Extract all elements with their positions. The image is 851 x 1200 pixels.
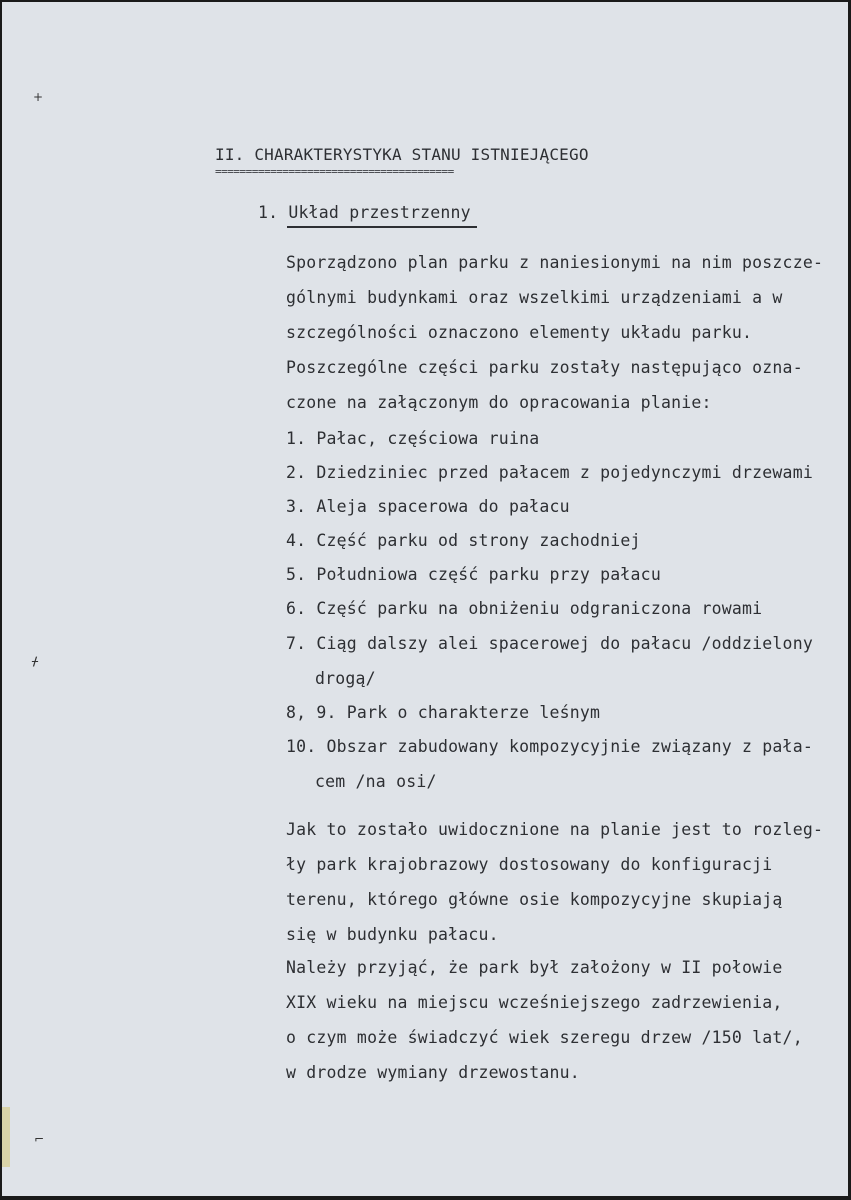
list-item: 3. Aleja spacerowa do pałacu (286, 497, 570, 516)
body-line: się w budynku pałacu. (286, 925, 499, 944)
body-line: Należy przyjąć, że park był założony w II połowie (286, 958, 783, 977)
list-item: 2. Dziedziniec przed pałacem z pojedynczymi drzewami (286, 463, 813, 482)
hole-punch-mark: ⌐ (34, 1132, 45, 1146)
body-line: Jak to zostało uwidocznione na planie jest to rozleg- (286, 820, 824, 839)
list-item: 5. Południowa część parku przy pałacu (286, 565, 661, 584)
list-item: 8, 9. Park o charakterze leśnym (286, 703, 601, 722)
document-page (2, 2, 848, 1196)
body-line: gólnymi budynkami oraz wszelkimi urządzeniami a w (286, 288, 783, 307)
body-line: czone na załączonym do opracowania planie: (286, 393, 712, 412)
body-line: ły park krajobrazowy dostosowany do konfiguracji (286, 855, 773, 874)
list-item-continuation: drogą/ (315, 669, 376, 688)
subsection-underline (287, 226, 477, 228)
paper-edge-strip (2, 1107, 10, 1167)
list-item: 10. Obszar zabudowany kompozycyjnie związany z pała- (286, 737, 813, 756)
list-item-continuation: cem /na osi/ (315, 772, 437, 791)
hole-punch-mark: + (33, 90, 44, 104)
body-line: Sporządzono plan parku z naniesionymi na nim poszcze- (286, 253, 824, 272)
heading-double-rule: ======================================= (215, 165, 454, 178)
list-item: 7. Ciąg dalszy alei spacerowej do pałacu /oddzielony (286, 634, 813, 653)
subsection-heading: 1. Układ przestrzenny (258, 203, 471, 222)
list-item: 4. Część parku od strony zachodniej (286, 531, 641, 550)
list-item: 1. Pałac, częściowa ruina (286, 429, 540, 448)
body-line: w drodze wymiany drzewostanu. (286, 1063, 580, 1082)
body-line: Poszczególne części parku zostały następująco ozna- (286, 358, 803, 377)
section-heading: II. CHARAKTERYSTYKA STANU ISTNIEJĄCEGO (215, 145, 589, 164)
list-item: 6. Część parku na obniżeniu odgraniczona rowami (286, 599, 763, 618)
hole-punch-mark: ᚋ (32, 654, 38, 668)
body-line: XIX wieku na miejscu wcześniejszego zadrzewienia, (286, 993, 783, 1012)
body-line: szczególności oznaczono elementy układu parku. (286, 323, 753, 342)
body-line: terenu, którego główne osie kompozycyjne skupiają (286, 890, 783, 909)
body-line: o czym może świadczyć wiek szeregu drzew /150 lat/, (286, 1028, 803, 1047)
